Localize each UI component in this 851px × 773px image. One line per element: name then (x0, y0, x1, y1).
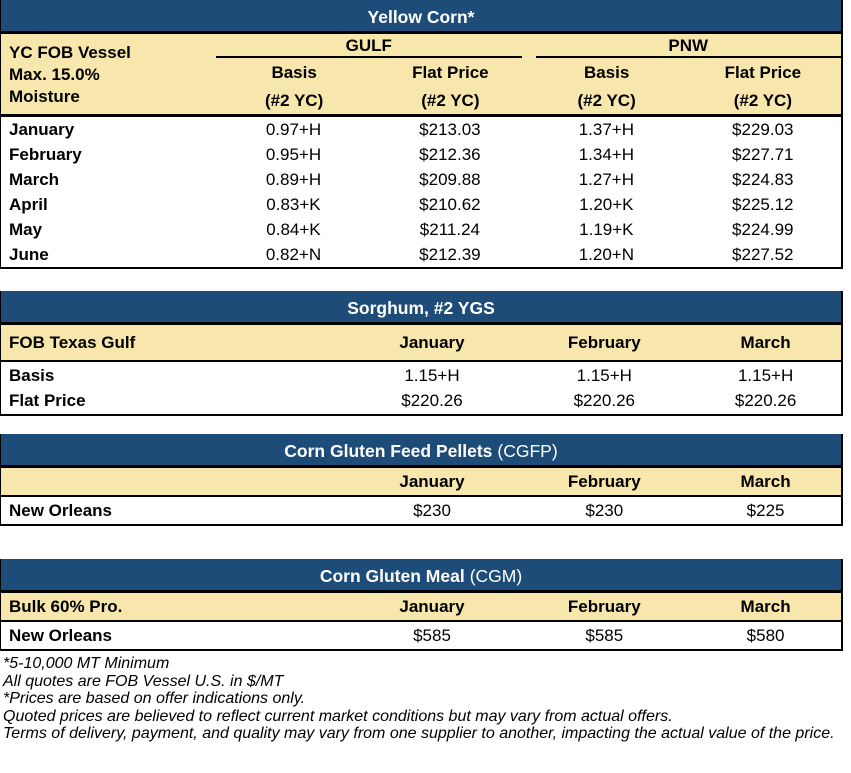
footnote-line: *5-10,000 MT Minimum (3, 655, 170, 672)
table-row (1, 167, 841, 192)
price-cell: $220.26 (573, 390, 636, 410)
row-label: Basis (9, 365, 55, 385)
table-row (1, 363, 841, 388)
footnotes (0, 651, 851, 743)
contract-subheader-row (216, 88, 841, 114)
basis-cell: 0.97+H (265, 119, 322, 139)
footnote-line: Terms of delivery, payment, and quality may vary from one supplier to another, impacting the actual value of the price. (3, 725, 835, 742)
cgfp-title-abbrev: (CGFP) (497, 441, 558, 461)
basis-cell: 1.15+H (737, 365, 794, 385)
sorghum-body (1, 362, 841, 414)
price-cell: $209.88 (419, 169, 481, 189)
yc-label-line: Moisture (9, 87, 80, 106)
basis-cell: 0.89+H (265, 169, 322, 189)
yc-label-line: Max. 15.0% (9, 65, 100, 84)
port-group-row (216, 34, 841, 58)
column-subheader: (#2 YC) (577, 91, 636, 110)
cgm-header-row (1, 593, 841, 622)
cgfp-title-bar (1, 434, 841, 468)
price-cell: $224.99 (732, 219, 794, 239)
yellow-corn-table (0, 0, 843, 269)
cgm-title: Corn Gluten Meal (319, 566, 465, 586)
yellow-corn-row-label (1, 34, 216, 114)
table-row (1, 622, 841, 649)
basis-cell: 1.20+K (579, 194, 634, 214)
basis-cell: 1.19+K (579, 219, 634, 239)
pnw-group-header: PNW (536, 34, 842, 58)
price-cell: $212.39 (419, 244, 481, 264)
price-cell: $224.83 (732, 169, 794, 189)
basis-cell: 1.20+N (578, 244, 634, 264)
month-header: January (399, 471, 465, 491)
basis-flatprice-header-row (216, 58, 841, 88)
price-cell: $220.26 (401, 390, 463, 410)
sorghum-header-row (1, 325, 841, 362)
price-cell: $210.62 (419, 194, 481, 214)
column-subheader: (#2 YC) (421, 91, 480, 110)
section-gap (0, 416, 851, 434)
yellow-corn-body (1, 117, 841, 267)
cgm-table (0, 559, 843, 651)
cgfp-header-row (1, 468, 841, 497)
basis-cell: 0.95+H (265, 144, 322, 164)
yc-label-line: YC FOB Vessel (9, 43, 131, 62)
price-cell: $227.71 (732, 144, 794, 164)
yellow-corn-header (1, 34, 841, 117)
cgm-title-bar (1, 559, 841, 593)
table-row (1, 242, 841, 267)
month-header: March (740, 596, 791, 616)
price-cell: $225 (746, 500, 785, 520)
month-label: June (9, 244, 49, 264)
row-label: New Orleans (9, 500, 112, 520)
basis-cell: 0.82+N (265, 244, 322, 264)
month-label: February (9, 144, 82, 164)
basis-cell: 0.84+K (266, 219, 321, 239)
yellow-corn-title-bar (1, 0, 841, 34)
price-cell: $211.24 (419, 219, 480, 239)
price-cell: $225.12 (732, 194, 794, 214)
month-header: February (567, 471, 641, 491)
price-cell: $585 (585, 625, 624, 645)
price-cell: $227.52 (732, 244, 794, 264)
month-label: May (9, 219, 43, 239)
cgm-row-label: Bulk 60% Pro. (9, 596, 123, 616)
gulf-group-header: GULF (216, 34, 522, 58)
price-cell: $580 (746, 625, 785, 645)
footnote-line: All quotes are FOB Vessel U.S. in $/MT (3, 672, 284, 690)
month-header: February (567, 332, 641, 352)
month-label: January (9, 119, 75, 139)
table-row (1, 142, 841, 167)
table-row (1, 388, 841, 413)
sorghum-title: Sorghum, #2 YGS (347, 298, 495, 318)
yellow-corn-title: Yellow Corn* (367, 7, 475, 27)
column-header: Flat Price (724, 63, 802, 82)
price-cell: $229.03 (732, 119, 794, 139)
cgm-title-abbrev: (CGM) (469, 566, 523, 586)
month-header: March (740, 471, 791, 491)
price-cell: $220.26 (734, 390, 797, 410)
table-row (1, 497, 841, 524)
row-label: Flat Price (9, 390, 86, 410)
price-cell: $585 (413, 625, 451, 645)
table-row (1, 217, 841, 242)
footnote-line: Quoted prices are believed to reflect current market conditions but may vary from actual offers. (3, 707, 673, 725)
sorghum-table (0, 291, 843, 416)
basis-cell: 1.34+H (578, 144, 634, 164)
month-header: January (399, 332, 465, 352)
table-row (1, 192, 841, 217)
basis-cell: 1.37+H (578, 119, 634, 139)
basis-cell: 1.15+H (404, 365, 460, 385)
column-header: Basis (271, 63, 317, 82)
basis-cell: 1.15+H (576, 365, 632, 385)
month-header: February (567, 596, 641, 616)
month-header: March (740, 332, 791, 352)
section-gap (0, 526, 851, 559)
column-header: Basis (583, 63, 630, 82)
cgfp-title: Corn Gluten Feed Pellets (284, 441, 493, 461)
yellow-corn-column-headers (216, 34, 841, 114)
section-gap (0, 269, 851, 291)
column-subheader: (#2 YC) (733, 91, 792, 110)
row-label: New Orleans (9, 625, 112, 645)
column-header: Flat Price (412, 63, 489, 82)
price-cell: $213.03 (419, 119, 481, 139)
cgfp-table (0, 434, 843, 526)
column-subheader: (#2 YC) (264, 91, 324, 110)
month-label: March (9, 169, 60, 189)
basis-cell: 0.83+K (266, 194, 321, 214)
month-label: April (9, 194, 48, 214)
price-cell: $230 (413, 500, 451, 520)
table-row (1, 117, 841, 142)
sorghum-title-bar (1, 291, 841, 325)
sorghum-row-label: FOB Texas Gulf (9, 332, 136, 352)
footnote-line: *Prices are based on offer indications only. (3, 690, 306, 707)
price-cell: $230 (585, 500, 624, 520)
price-cell: $212.36 (419, 144, 481, 164)
month-header: January (399, 596, 465, 616)
basis-cell: 1.27+H (578, 169, 634, 189)
